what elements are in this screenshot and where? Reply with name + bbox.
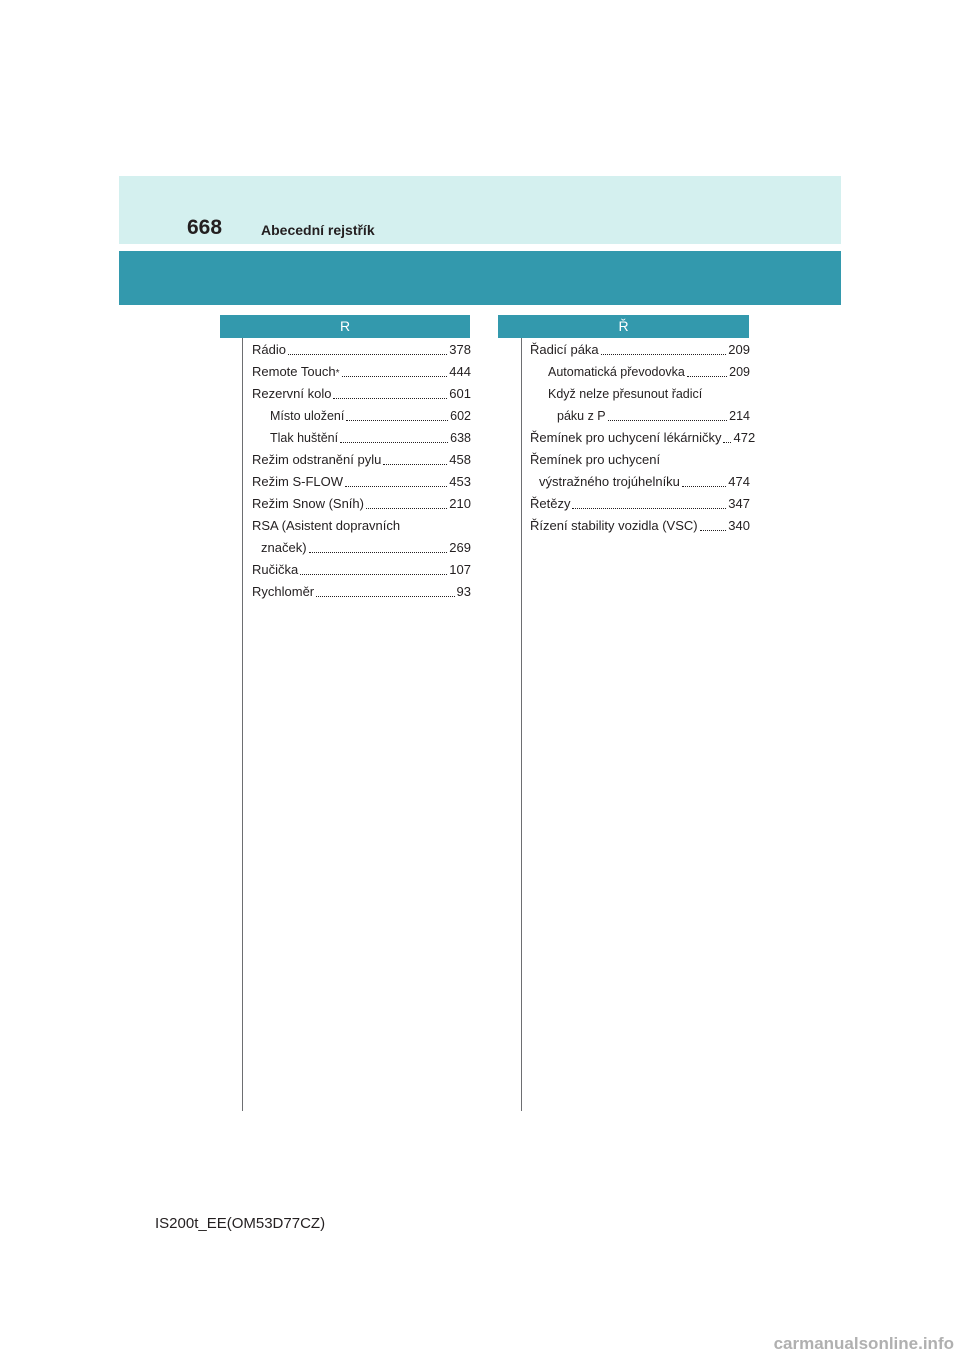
index-entry-label: Rádio bbox=[252, 342, 286, 357]
index-entry[interactable] bbox=[252, 515, 471, 537]
index-entry[interactable] bbox=[252, 383, 471, 405]
index-entry-label: Řemínek pro uchycení bbox=[530, 452, 661, 467]
document-code: IS200t_EE(OM53D77CZ) bbox=[155, 1215, 326, 1232]
index-entry-page[interactable]: 638 bbox=[450, 431, 471, 445]
index-entry-label: RSA (Asistent dopravních bbox=[252, 518, 401, 533]
index-entry-page[interactable]: 210 bbox=[449, 496, 471, 511]
section-heading-r: R bbox=[220, 315, 470, 338]
index-entry-label: výstražného trojúhelníku bbox=[539, 474, 680, 489]
index-entry[interactable] bbox=[530, 405, 750, 427]
column-divider-left bbox=[242, 338, 243, 1111]
index-entry[interactable] bbox=[252, 405, 471, 427]
index-entry-page[interactable]: 444 bbox=[449, 364, 471, 379]
leader-dots bbox=[366, 508, 447, 509]
index-entry-page[interactable]: 340 bbox=[728, 518, 750, 533]
index-entry[interactable] bbox=[252, 581, 471, 603]
index-entry-label: Řízení stability vozidla (VSC) bbox=[530, 518, 698, 533]
index-entry-page[interactable]: 209 bbox=[728, 342, 750, 357]
header-color-band bbox=[119, 251, 841, 305]
index-entry[interactable] bbox=[530, 361, 750, 383]
leader-dots bbox=[687, 376, 727, 377]
index-entry-label: páku z P bbox=[557, 409, 606, 423]
index-entry-label: Tlak huštění bbox=[270, 431, 339, 445]
index-entry-page[interactable]: 453 bbox=[449, 474, 471, 489]
leader-dots bbox=[300, 574, 447, 575]
index-entry-label: Když nelze přesunout řadicí bbox=[548, 387, 703, 401]
leader-dots bbox=[682, 486, 726, 487]
index-entry-page[interactable]: 458 bbox=[449, 452, 471, 467]
index-entry[interactable] bbox=[530, 383, 750, 405]
index-entry-page[interactable]: 378 bbox=[449, 342, 471, 357]
index-entry-label: značek) bbox=[261, 540, 307, 555]
leader-dots bbox=[601, 354, 727, 355]
leader-dots bbox=[345, 486, 447, 487]
index-entry[interactable] bbox=[530, 339, 750, 361]
index-entry-page[interactable]: 602 bbox=[450, 409, 471, 423]
index-entry-page[interactable]: 209 bbox=[729, 365, 750, 379]
index-entry-page[interactable]: 474 bbox=[728, 474, 750, 489]
index-entry[interactable] bbox=[530, 427, 756, 449]
index-entry[interactable] bbox=[530, 515, 750, 537]
index-entry[interactable] bbox=[252, 427, 471, 449]
leader-dots bbox=[340, 442, 448, 443]
index-entry-page[interactable]: 347 bbox=[728, 496, 750, 511]
section-heading-r-caron: Ř bbox=[498, 315, 749, 338]
leader-dots bbox=[383, 464, 447, 465]
index-entry-label: Řadicí páka bbox=[530, 342, 599, 357]
leader-dots bbox=[288, 354, 447, 355]
leader-dots bbox=[309, 552, 448, 553]
leader-dots bbox=[316, 596, 454, 597]
index-entry-page[interactable]: 472 bbox=[733, 430, 756, 445]
index-entry-page[interactable]: 93 bbox=[456, 584, 471, 599]
index-entry-label: Ručička bbox=[252, 562, 299, 577]
index-entry[interactable] bbox=[530, 449, 750, 471]
header-light-band bbox=[119, 176, 841, 244]
index-entry[interactable] bbox=[530, 493, 750, 515]
index-list-left bbox=[252, 339, 471, 603]
index-entry-label: Rychloměr bbox=[252, 584, 315, 599]
index-entry[interactable] bbox=[252, 471, 471, 493]
index-entry-page[interactable]: 269 bbox=[449, 540, 471, 555]
leader-dots bbox=[333, 398, 447, 399]
index-entry-label: Režim Snow (Sníh) bbox=[252, 496, 364, 511]
watermark: carmanualsonline.info bbox=[773, 1334, 954, 1353]
leader-dots bbox=[346, 420, 448, 421]
index-entry-label: Režim odstranění pylu bbox=[252, 452, 382, 467]
index-entry[interactable] bbox=[252, 449, 471, 471]
index-entry[interactable] bbox=[252, 537, 471, 559]
index-entry-page[interactable]: 107 bbox=[449, 562, 471, 577]
index-entry[interactable] bbox=[530, 471, 750, 493]
page-number: 668 bbox=[187, 216, 223, 239]
index-entry-label: Režim S-FLOW bbox=[252, 474, 343, 489]
page-title: Abecední rejstřík bbox=[261, 222, 375, 238]
index-entry[interactable]: Remote Touch * 444 bbox=[252, 361, 471, 383]
index-entry[interactable] bbox=[252, 493, 471, 515]
index-entry-label: Rezervní kolo bbox=[252, 386, 332, 401]
index-entry[interactable] bbox=[252, 339, 471, 361]
leader-dots bbox=[342, 376, 448, 377]
index-entry-label: Řetězy bbox=[530, 496, 571, 511]
index-entry-label: Remote Touch bbox=[252, 364, 336, 379]
index-entry-page[interactable]: 601 bbox=[449, 386, 471, 401]
index-entry-label: Řemínek pro uchycení lékárničky bbox=[530, 430, 722, 445]
column-divider-right bbox=[521, 338, 522, 1111]
leader-dots bbox=[572, 508, 726, 509]
index-entry[interactable] bbox=[252, 559, 471, 581]
leader-dots bbox=[608, 420, 728, 421]
leader-dots bbox=[723, 442, 731, 443]
index-entry-page[interactable]: 214 bbox=[729, 409, 750, 423]
index-list-right bbox=[530, 339, 756, 537]
leader-dots bbox=[700, 530, 727, 531]
index-entry-label: Místo uložení bbox=[270, 409, 345, 423]
index-entry-label: Automatická převodovka bbox=[548, 365, 685, 379]
